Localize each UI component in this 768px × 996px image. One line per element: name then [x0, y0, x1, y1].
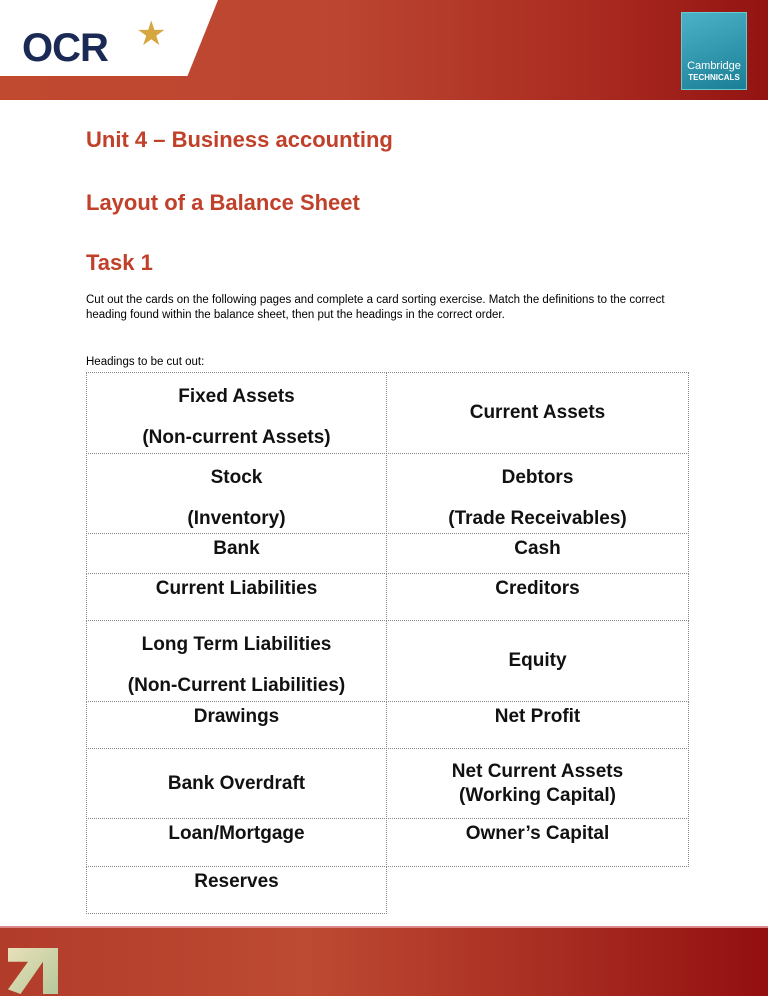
- card-label: Net Profit: [494, 706, 581, 727]
- card-label: Bank: [213, 538, 260, 559]
- card-cell: [386, 453, 689, 534]
- card-label: (Non-current Assets): [142, 427, 331, 448]
- card-label: Loan/Mortgage: [168, 823, 305, 844]
- card-cell: [86, 866, 387, 914]
- page-footer: [0, 926, 768, 996]
- card-label: Debtors: [501, 467, 574, 488]
- cambridge-technicals-logo: [681, 12, 747, 90]
- card-label: Creditors: [495, 578, 580, 599]
- card-cell: [386, 701, 689, 749]
- badge-line2: TECHNICALS: [688, 73, 740, 82]
- card-cell: [386, 818, 689, 867]
- star-icon: ★: [136, 15, 167, 53]
- card-label: (Trade Receivables): [448, 508, 627, 529]
- footer-logo-icon: [8, 948, 58, 994]
- card-label: Reserves: [194, 871, 279, 892]
- card-cell: [86, 620, 387, 702]
- card-cell: [386, 620, 689, 702]
- card-cell: [86, 818, 387, 867]
- card-label: Owner’s Capital: [465, 823, 610, 844]
- card-label: Bank Overdraft: [167, 772, 306, 794]
- section-title: Layout of a Balance Sheet: [86, 190, 360, 215]
- card-cell: [386, 533, 689, 574]
- ocr-logo: OCR: [22, 26, 108, 70]
- unit-title: Unit 4 – Business accounting: [86, 127, 393, 152]
- card-label: (Inventory): [187, 508, 286, 529]
- card-cell: [86, 573, 387, 621]
- card-cell: [386, 748, 689, 819]
- card-label: Current Liabilities: [155, 578, 318, 599]
- card-cell: [86, 453, 387, 534]
- card-cell: [86, 701, 387, 749]
- card-label: Current Assets: [469, 402, 606, 423]
- card-cell: [386, 372, 689, 454]
- card-cell: [86, 372, 387, 454]
- card-label: Long Term Liabilities: [141, 634, 332, 655]
- card-label: Equity: [508, 650, 567, 671]
- page-header: [0, 0, 768, 100]
- badge-line1: Cambridge: [687, 60, 741, 72]
- task-title: Task 1: [86, 250, 153, 275]
- card-cell: [86, 533, 387, 574]
- card-label: Cash: [514, 538, 561, 559]
- card-label: Net Current Assets: [451, 760, 624, 782]
- card-label: Stock: [210, 467, 263, 488]
- card-cell: [86, 748, 387, 819]
- headings-label: Headings to be cut out:: [86, 356, 205, 368]
- card-label: Drawings: [193, 706, 280, 727]
- card-cell: [386, 573, 689, 621]
- card-label: Fixed Assets: [178, 386, 295, 407]
- card-label: (Working Capital): [459, 784, 616, 806]
- card-label: (Non-Current Liabilities): [127, 675, 346, 696]
- instructions: Cut out the cards on the following pages and complete a card sorting exercise. Match the definitions to the correct heading found within the balance sheet, then put the headings in the correct order.: [86, 294, 665, 321]
